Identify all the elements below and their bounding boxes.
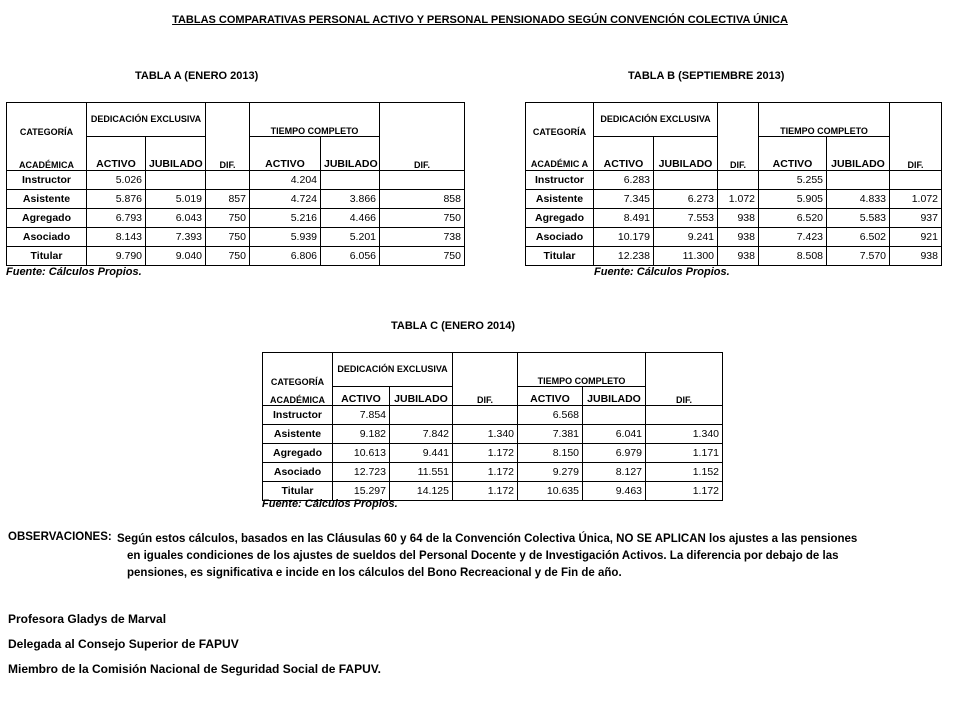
row-value: 5.019 xyxy=(146,190,206,209)
table-row xyxy=(7,171,465,190)
signature-role: Delegada al Consejo Superior de FAPUV xyxy=(8,637,239,651)
table-a-title: TABLA A (ENERO 2013) xyxy=(135,70,259,82)
table-c xyxy=(262,352,723,501)
row-value: 6.568 xyxy=(518,406,583,425)
row-value: 1.072 xyxy=(890,190,942,209)
header-jubilado: JUBILADO xyxy=(146,137,206,171)
table-row xyxy=(263,406,723,425)
row-value: 6.041 xyxy=(583,425,646,444)
row-value: 858 xyxy=(380,190,465,209)
row-value: 8.150 xyxy=(518,444,583,463)
row-value: 938 xyxy=(718,209,759,228)
row-value: 12.238 xyxy=(594,247,654,266)
header-categoria: CATEGORÍA xyxy=(7,103,87,137)
row-value: 6.273 xyxy=(654,190,718,209)
row-category: Agregado xyxy=(526,209,594,228)
header-academica: ACADÉMIC A xyxy=(526,137,594,171)
row-value: 6.806 xyxy=(250,247,321,266)
row-category: Titular xyxy=(7,247,87,266)
row-value: 10.179 xyxy=(594,228,654,247)
row-category: Asistente xyxy=(526,190,594,209)
row-value: 4.724 xyxy=(250,190,321,209)
header-dedicacion: DEDICACIÓN EXCLUSIVA xyxy=(333,353,453,387)
row-category: Asociado xyxy=(7,228,87,247)
header-dif: DIF. xyxy=(646,353,723,406)
row-value: 8.491 xyxy=(594,209,654,228)
header-dif: DIF. xyxy=(718,103,759,171)
row-value: 6.979 xyxy=(583,444,646,463)
row-value: 1.172 xyxy=(453,482,518,501)
header-academica: ACADÉMICA xyxy=(263,387,333,406)
header-dif: DIF. xyxy=(890,103,942,171)
header-dif: DIF. xyxy=(453,353,518,406)
row-value: 6.056 xyxy=(321,247,380,266)
row-value: 6.283 xyxy=(594,171,654,190)
row-value: 750 xyxy=(206,247,250,266)
header-categoria: CATEGORÍA xyxy=(263,353,333,387)
table-row xyxy=(526,228,942,247)
header-activo: ACTIVO xyxy=(250,137,321,171)
row-value: 1.172 xyxy=(453,444,518,463)
row-value: 1.152 xyxy=(646,463,723,482)
row-value: 11.300 xyxy=(654,247,718,266)
signature-name: Profesora Gladys de Marval xyxy=(8,612,167,626)
row-value xyxy=(206,171,250,190)
row-value: 6.502 xyxy=(827,228,890,247)
row-value: 7.423 xyxy=(759,228,827,247)
row-value: 6.520 xyxy=(759,209,827,228)
row-value: 5.583 xyxy=(827,209,890,228)
row-value: 5.201 xyxy=(321,228,380,247)
table-row xyxy=(7,228,465,247)
row-category: Asociado xyxy=(526,228,594,247)
row-value: 3.866 xyxy=(321,190,380,209)
row-value: 938 xyxy=(718,247,759,266)
row-value xyxy=(390,406,453,425)
row-value xyxy=(146,171,206,190)
header-activo: ACTIVO xyxy=(87,137,146,171)
header-activo: ACTIVO xyxy=(759,137,827,171)
row-value: 750 xyxy=(380,247,465,266)
row-category: Instructor xyxy=(7,171,87,190)
row-value: 1.171 xyxy=(646,444,723,463)
row-category: Asociado xyxy=(263,463,333,482)
row-value: 4.204 xyxy=(250,171,321,190)
table-row xyxy=(526,171,942,190)
row-value: 14.125 xyxy=(390,482,453,501)
row-value: 1.340 xyxy=(646,425,723,444)
row-value: 8.127 xyxy=(583,463,646,482)
row-value: 15.297 xyxy=(333,482,390,501)
row-value: 7.570 xyxy=(827,247,890,266)
row-value xyxy=(718,171,759,190)
row-category: Agregado xyxy=(263,444,333,463)
row-value xyxy=(890,171,942,190)
row-category: Titular xyxy=(263,482,333,501)
row-value xyxy=(827,171,890,190)
row-value: 6.793 xyxy=(87,209,146,228)
table-row xyxy=(7,209,465,228)
row-value: 1.072 xyxy=(718,190,759,209)
table-row xyxy=(263,425,723,444)
row-value: 738 xyxy=(380,228,465,247)
row-category: Asistente xyxy=(7,190,87,209)
observations-line: en iguales condiciones de los ajustes de sueldos del Personal Docente y de Investigación Activos. La diferencia por debajo de las xyxy=(127,550,839,562)
observations-line: pensiones, es significativa e incide en los cálculos del Bono Recreacional y de Fin de año. xyxy=(127,567,622,579)
header-dedicacion: DEDICACIÓN EXCLUSIVA xyxy=(594,103,718,137)
header-activo: ACTIVO xyxy=(518,387,583,406)
row-value: 5.255 xyxy=(759,171,827,190)
header-jubilado: JUBILADO xyxy=(654,137,718,171)
row-value: 7.842 xyxy=(390,425,453,444)
row-value: 938 xyxy=(718,228,759,247)
row-value: 6.043 xyxy=(146,209,206,228)
header-dedicacion: DEDICACIÓN EXCLUSIVA xyxy=(87,103,206,137)
table-b-title: TABLA B (SEPTIEMBRE 2013) xyxy=(628,70,785,82)
row-category: Titular xyxy=(526,247,594,266)
row-value: 9.241 xyxy=(654,228,718,247)
row-value: 750 xyxy=(206,228,250,247)
row-value: 7.393 xyxy=(146,228,206,247)
row-value: 10.635 xyxy=(518,482,583,501)
table-row xyxy=(7,190,465,209)
row-value: 9.790 xyxy=(87,247,146,266)
table-b-source: Fuente: Cálculos Propios. xyxy=(594,266,730,278)
row-category: Agregado xyxy=(7,209,87,228)
table-c-source: Fuente: Cálculos Propios. xyxy=(262,498,398,510)
row-value: 9.040 xyxy=(146,247,206,266)
table-row xyxy=(263,463,723,482)
table-row xyxy=(526,209,942,228)
row-value: 12.723 xyxy=(333,463,390,482)
row-value: 10.613 xyxy=(333,444,390,463)
header-jubilado: JUBILADO xyxy=(390,387,453,406)
row-value: 938 xyxy=(890,247,942,266)
row-value: 750 xyxy=(380,209,465,228)
row-value xyxy=(453,406,518,425)
row-value: 9.279 xyxy=(518,463,583,482)
row-value: 5.905 xyxy=(759,190,827,209)
document-title: TABLAS COMPARATIVAS PERSONAL ACTIVO Y PERSONAL PENSIONADO SEGÚN CONVENCIÓN COLECTIVA ÚNICA xyxy=(172,14,788,26)
row-value: 5.939 xyxy=(250,228,321,247)
row-value xyxy=(654,171,718,190)
observations-text xyxy=(117,531,952,582)
table-c-title: TABLA C (ENERO 2014) xyxy=(391,320,516,332)
header-jubilado: JUBILADO xyxy=(583,387,646,406)
header-academica: ACADÉMICA xyxy=(7,137,87,171)
row-value: 9.463 xyxy=(583,482,646,501)
row-value: 8.143 xyxy=(87,228,146,247)
observations-label: OBSERVACIONES: xyxy=(8,531,112,543)
header-tiempo: TIEMPO COMPLETO xyxy=(250,103,380,137)
row-value: 5.216 xyxy=(250,209,321,228)
header-dif: DIF. xyxy=(206,103,250,171)
signature-member: Miembro de la Comisión Nacional de Seguridad Social de FAPUV. xyxy=(8,662,381,676)
table-row xyxy=(263,444,723,463)
header-activo: ACTIVO xyxy=(594,137,654,171)
header-jubilado: JUBILADO xyxy=(321,137,380,171)
header-tiempo: TIEMPO COMPLETO xyxy=(759,103,890,137)
row-value: 857 xyxy=(206,190,250,209)
row-value: 5.026 xyxy=(87,171,146,190)
row-value: 7.381 xyxy=(518,425,583,444)
header-dif: DIF. xyxy=(380,103,465,171)
row-value: 1.172 xyxy=(453,463,518,482)
row-value: 8.508 xyxy=(759,247,827,266)
row-value: 7.854 xyxy=(333,406,390,425)
table-b xyxy=(525,102,942,266)
table-a-source: Fuente: Cálculos Propios. xyxy=(6,266,142,278)
row-value: 9.182 xyxy=(333,425,390,444)
row-value: 1.172 xyxy=(646,482,723,501)
row-value xyxy=(646,406,723,425)
table-row xyxy=(526,190,942,209)
row-category: Instructor xyxy=(526,171,594,190)
table-a xyxy=(6,102,465,266)
row-value: 4.833 xyxy=(827,190,890,209)
table-row xyxy=(526,247,942,266)
row-value: 7.553 xyxy=(654,209,718,228)
header-jubilado: JUBILADO xyxy=(827,137,890,171)
row-value: 5.876 xyxy=(87,190,146,209)
row-value: 9.441 xyxy=(390,444,453,463)
row-value: 750 xyxy=(206,209,250,228)
row-value: 1.340 xyxy=(453,425,518,444)
header-categoria: CATEGORÍA xyxy=(526,103,594,137)
row-category: Asistente xyxy=(263,425,333,444)
row-value xyxy=(583,406,646,425)
row-value xyxy=(380,171,465,190)
row-value: 7.345 xyxy=(594,190,654,209)
table-row xyxy=(7,247,465,266)
row-category: Instructor xyxy=(263,406,333,425)
header-tiempo: TIEMPO COMPLETO xyxy=(518,353,646,387)
row-value: 11.551 xyxy=(390,463,453,482)
row-value: 921 xyxy=(890,228,942,247)
row-value xyxy=(321,171,380,190)
row-value: 4.466 xyxy=(321,209,380,228)
row-value: 937 xyxy=(890,209,942,228)
header-activo: ACTIVO xyxy=(333,387,390,406)
observations-line: Según estos cálculos, basados en las Cláusulas 60 y 64 de la Convención Colectiva Única, NO SE APLICAN los ajustes a las pensiones xyxy=(117,533,858,545)
